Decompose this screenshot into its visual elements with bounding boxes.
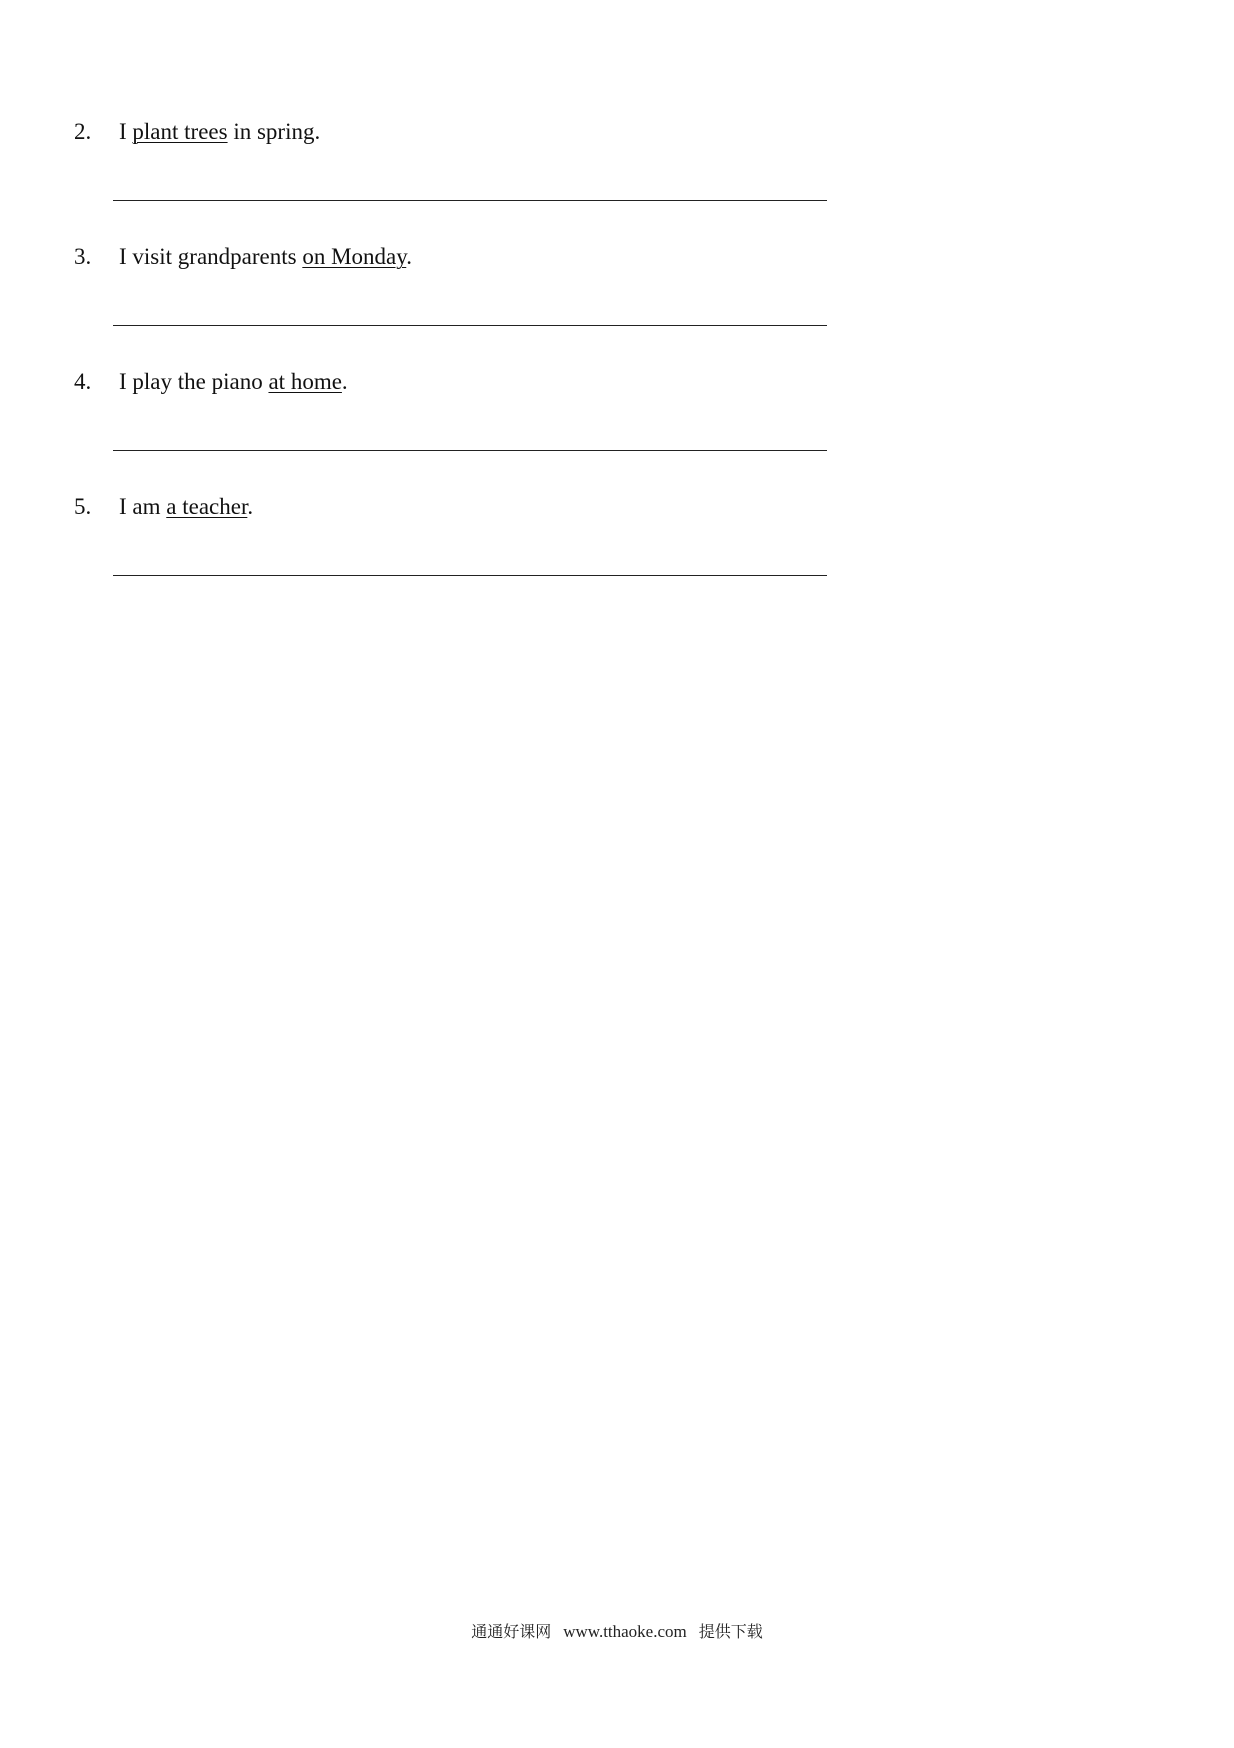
sentence-text: I <box>119 119 133 144</box>
question-sentence <box>119 493 253 521</box>
question-item <box>0 118 1234 238</box>
question-sentence <box>119 243 412 271</box>
page-footer <box>0 1621 1234 1643</box>
underlined-phrase: at home <box>268 369 342 394</box>
sentence-text: I visit grandparents <box>119 244 303 269</box>
question-number: 4. <box>74 369 92 394</box>
question-number: 3. <box>74 244 92 269</box>
sentence-text: I play the piano <box>119 369 269 394</box>
question-number: 2. <box>74 119 92 144</box>
sentence-text: I am <box>119 494 167 519</box>
underlined-phrase: a teacher <box>166 494 248 519</box>
footer-url: www.tthaoke.com <box>563 1622 687 1641</box>
question-sentence <box>119 118 320 146</box>
question-item <box>0 243 1234 363</box>
question-number: 5. <box>74 494 92 519</box>
footer-suffix: 提供下载 <box>698 1622 763 1641</box>
sentence-text: in spring. <box>227 119 321 144</box>
sentence-text: . <box>406 244 412 269</box>
question-sentence <box>119 368 348 396</box>
answer-line[interactable] <box>113 575 827 576</box>
answer-line[interactable] <box>113 450 827 451</box>
underlined-phrase: plant trees <box>132 119 228 144</box>
underlined-phrase: on Monday <box>302 244 407 269</box>
answer-line[interactable] <box>113 200 827 201</box>
sentence-text: . <box>341 369 348 394</box>
question-item <box>0 368 1234 488</box>
footer-site-name: 通通好课网 <box>471 1622 552 1641</box>
question-item <box>0 493 1234 613</box>
answer-line[interactable] <box>113 325 827 326</box>
sentence-text: . <box>247 494 254 519</box>
